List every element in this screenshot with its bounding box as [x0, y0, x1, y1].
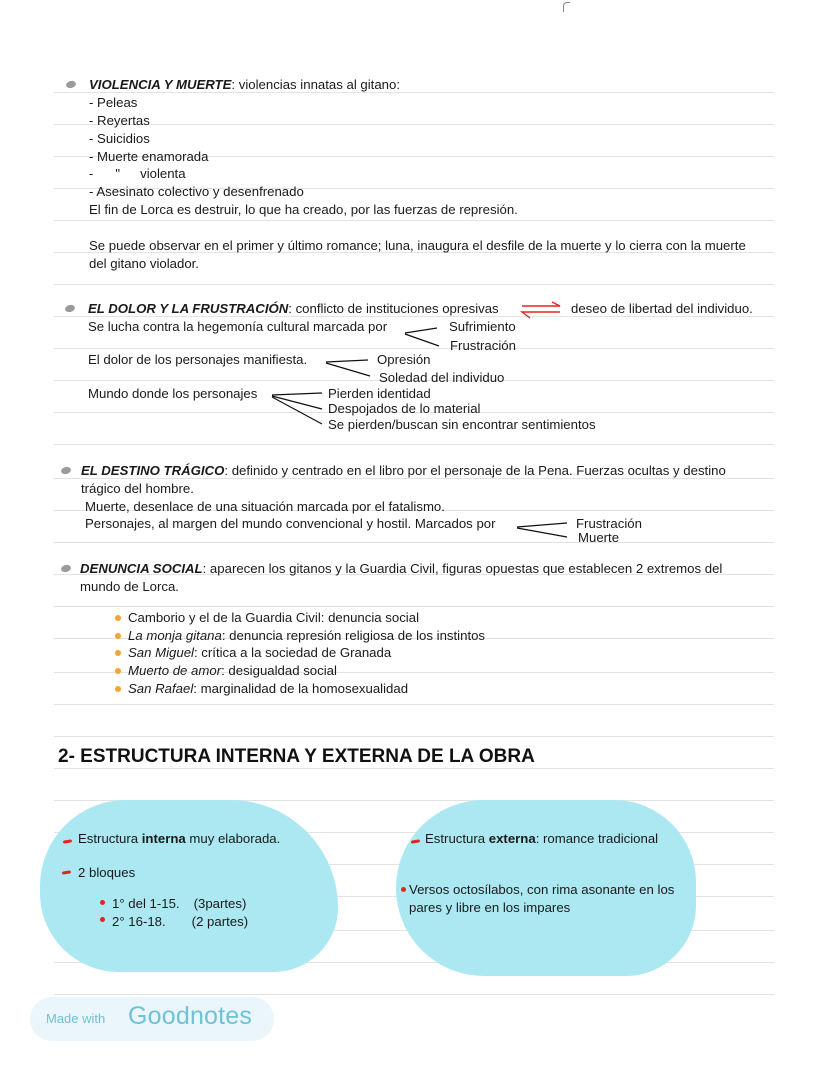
paragraph: Muerte, desenlace de una situación marcada por el fatalismo.	[85, 499, 445, 514]
list-item: La monja gitana: denuncia represión religiosa de los instintos	[128, 628, 486, 643]
branch-item: Despojados de lo material	[328, 401, 481, 416]
bloque-item: 2° 16-18. (2 partes)	[112, 914, 249, 929]
list-item: Camborio y el de la Guardia Civil: denuncia social	[128, 610, 420, 625]
paragraph: Se lucha contra la hegemonía cultural marcada por	[88, 319, 388, 334]
paragraph: del gitano violador.	[89, 256, 199, 271]
double-arrow-icon	[522, 302, 560, 318]
line-muerte	[517, 528, 567, 537]
red-bullet-icon	[100, 900, 105, 905]
line-opresion	[326, 360, 368, 362]
goodnotes-logo: Goodnotes	[128, 1002, 253, 1030]
violencia-heading: VIOLENCIA Y MUERTE: violencias innatas al gitano:	[89, 77, 401, 92]
section-heading: 2- ESTRUCTURA INTERNA Y EXTERNA DE LA OBRA	[58, 746, 535, 767]
orange-bullet-icon	[115, 633, 121, 639]
goodnotes-badge[interactable]	[30, 997, 274, 1041]
list-item: San Rafael: marginalidad de la homosexualidad	[128, 681, 409, 696]
line-sufrimiento	[405, 328, 437, 333]
dolor-heading: EL DOLOR Y LA FRUSTRACIÓN: conflicto de instituciones opresivas	[88, 301, 499, 316]
externa-line: Estructura externa: romance tradicional	[425, 831, 659, 846]
red-bullet-icon	[401, 887, 406, 892]
line-sepierden	[272, 397, 322, 424]
line-despojados	[272, 396, 322, 409]
list-item: San Miguel: crítica a la sociedad de Granada	[128, 645, 392, 660]
paragraph: Se puede observar en el primer y último romance; luna, inaugura el desfile de la muerte y lo cierra con la muerte	[89, 238, 746, 253]
branch-item: Soledad del individuo	[379, 370, 505, 385]
orange-bullet-icon	[115, 668, 121, 674]
list-item: - Muerte enamorada	[89, 149, 209, 164]
destino-heading: EL DESTINO TRÁGICO: definido y centrado en el libro por el personaje de la Pena. Fuerzas ocultas y destino	[81, 463, 726, 478]
paragraph: Mundo donde los personajes	[88, 386, 258, 401]
branch-item: Frustración	[576, 516, 642, 531]
versos-line: Versos octosílabos, con rima asonante en los	[409, 882, 675, 897]
paragraph: mundo de Lorca.	[80, 579, 179, 594]
versos-line: pares y libre en los impares	[409, 900, 571, 915]
list-item: - Peleas	[89, 95, 138, 110]
denuncia-heading: DENUNCIA SOCIAL: aparecen los gitanos y la Guardia Civil, figuras opuestas que establecen 2 extremos del	[80, 561, 723, 576]
interna-line: Estructura interna muy elaborada.	[78, 831, 281, 846]
branch-item: Opresión	[377, 352, 431, 367]
red-bullet-icon	[100, 917, 105, 922]
list-item: - Reyertas	[89, 113, 150, 128]
orange-bullet-icon	[115, 615, 121, 621]
branch-item: Se pierden/buscan sin encontrar sentimientos	[328, 417, 596, 432]
list-item: Muerto de amor: desigualdad social	[128, 663, 337, 678]
badge-small-text: Made with	[46, 1011, 106, 1026]
paragraph: El dolor de los personajes manifiesta.	[88, 352, 308, 367]
branch-item: Pierden identidad	[328, 386, 431, 401]
branch-item: Frustración	[450, 338, 516, 353]
list-item: - Suicidios	[89, 131, 150, 146]
branch-item: Sufrimiento	[449, 319, 516, 334]
orange-bullet-icon	[115, 686, 121, 692]
line-frustracion-2	[517, 523, 567, 527]
paragraph: Personajes, al margen del mundo convencional y hostil. Marcados por	[85, 516, 496, 531]
bloques-line: 2 bloques	[78, 865, 136, 880]
line-pierden	[272, 393, 322, 395]
paragraph: trágico del hombre.	[81, 481, 194, 496]
bloque-item: 1° del 1-15. (3partes)	[112, 896, 247, 911]
list-item: - " violenta	[89, 166, 186, 181]
orange-bullet-icon	[115, 650, 121, 656]
line-frustracion	[405, 334, 439, 346]
list-item: - Asesinato colectivo y desenfrenado	[89, 184, 304, 199]
paragraph: El fin de Lorca es destruir, lo que ha creado, por las fuerzas de represión.	[89, 202, 518, 217]
dolor-right-text: deseo de libertad del individuo.	[571, 301, 753, 316]
branch-item: Muerte	[578, 530, 620, 545]
line-soledad	[326, 363, 370, 376]
